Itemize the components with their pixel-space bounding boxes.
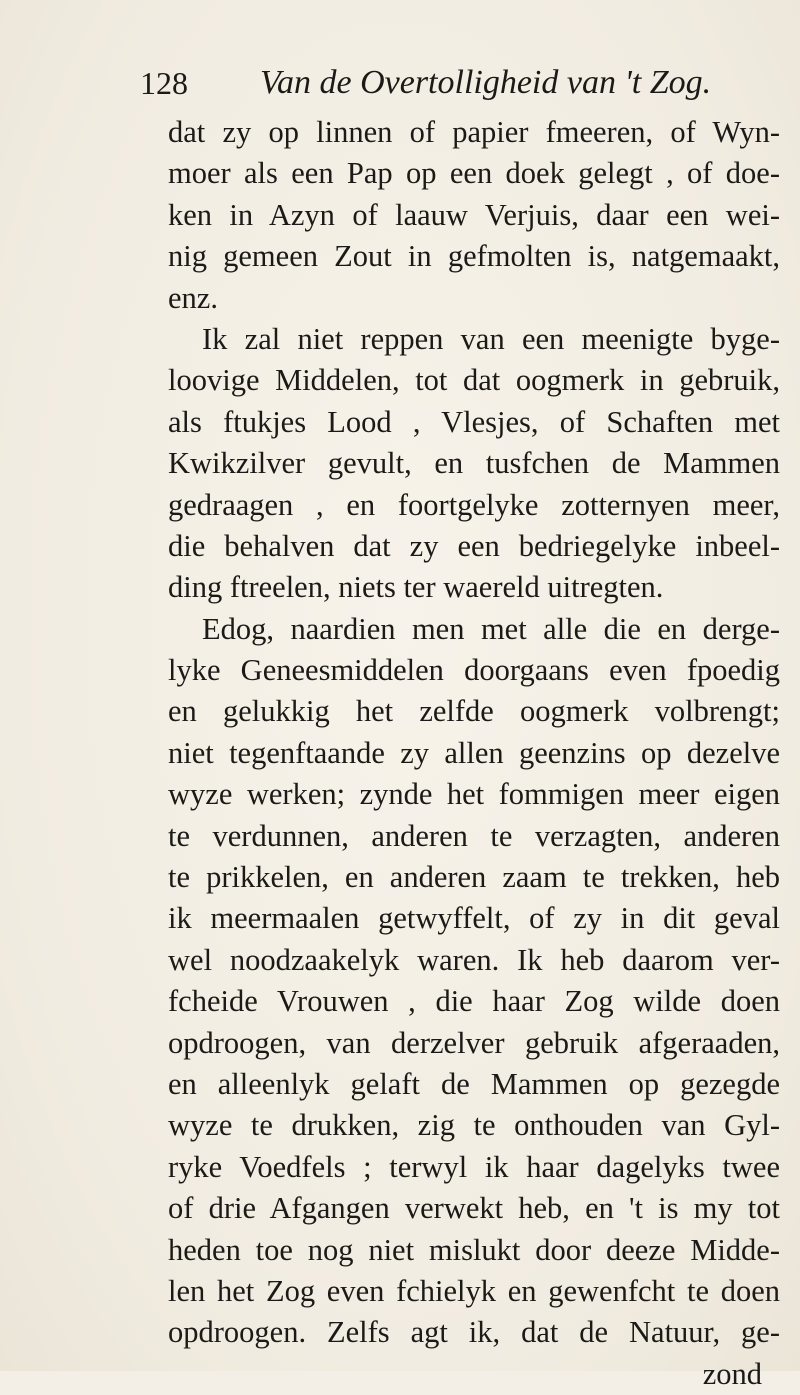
- text-line: fcheide Vrouwen , die haar Zog wilde doen: [168, 984, 780, 1019]
- text-line: opdroogen. Zelfs agt ik, dat de Natuur, ge-: [168, 1315, 780, 1350]
- text-line: niet tegenftaande zy allen geenzins op dezelve: [168, 735, 780, 770]
- text-line: lyke Geneesmiddelen doorgaans even fpoedig: [168, 653, 780, 688]
- text-line: ding ftreelen, niets ter waereld uitregten.: [168, 570, 664, 605]
- text-line: enz.: [168, 280, 218, 315]
- text-line: en gelukkig het zelfde oogmerk volbrengt;: [168, 694, 780, 729]
- text-line: ken in Azyn of laauw Verjuis, daar een wei-: [168, 197, 780, 232]
- text-line: wyze werken; zynde het fommigen meer eigen: [168, 777, 780, 812]
- text-line: opdroogen, van derzelver gebruik afgeraaden,: [168, 1025, 780, 1060]
- page-header: [140, 58, 712, 108]
- text-line: dat zy op linnen of papier fmeeren, of Wyn-: [168, 115, 780, 149]
- text-line: Kwikzilver gevult, en tusfchen de Mammen: [168, 446, 780, 481]
- text-line: gedraagen , en foortgelyke zotternyen meer,: [168, 487, 780, 522]
- text-line: en alleenlyk gelaft de Mammen op gezegde: [168, 1066, 780, 1101]
- text-line: ik meermaalen getwyffelt, of zy in dit geval: [168, 901, 780, 936]
- text-line: Edog, naardien men met alle die en derge-: [202, 611, 780, 646]
- text-line: te verdunnen, anderen te verzagten, anderen: [168, 818, 780, 853]
- text-line: heden toe nog niet mislukt door deeze Midde-: [168, 1232, 780, 1267]
- text-line: moer als een Pap op een doek gelegt , of doe-: [168, 156, 780, 191]
- body-text: [168, 112, 780, 1395]
- text-line: die behalven dat zy een bedriegelyke inbeel-: [168, 528, 780, 563]
- text-line: nig gemeen Zout in gefmolten is, natgemaakt,: [168, 239, 780, 274]
- text-line: te prikkelen, en anderen zaam te trekken, heb: [168, 860, 780, 895]
- text-line: wel noodzaakelyk waren. Ik heb daarom ver-: [168, 942, 780, 977]
- catchword: zond: [702, 1356, 762, 1391]
- text-line: wyze te drukken, zig te onthouden van Gyl-: [168, 1108, 780, 1143]
- page-number: 128: [140, 65, 188, 101]
- text-line: len het Zog even fchielyk en gewenfcht te doen: [168, 1273, 780, 1308]
- running-title: Van de Overtolligheid van 't Zog.: [260, 64, 712, 101]
- text-line: of drie Afgangen verwekt heb, en 't is my tot: [168, 1191, 780, 1226]
- text-line: loovige Middelen, tot dat oogmerk in gebruik,: [168, 363, 780, 398]
- text-line: Ik zal niet reppen van een meenigte byge-: [202, 321, 780, 356]
- text-line: als ftukjes Lood , Vlesjes, of Schaften met: [168, 404, 780, 439]
- text-line: ryke Voedfels ; terwyl ik haar dagelyks twee: [168, 1149, 780, 1184]
